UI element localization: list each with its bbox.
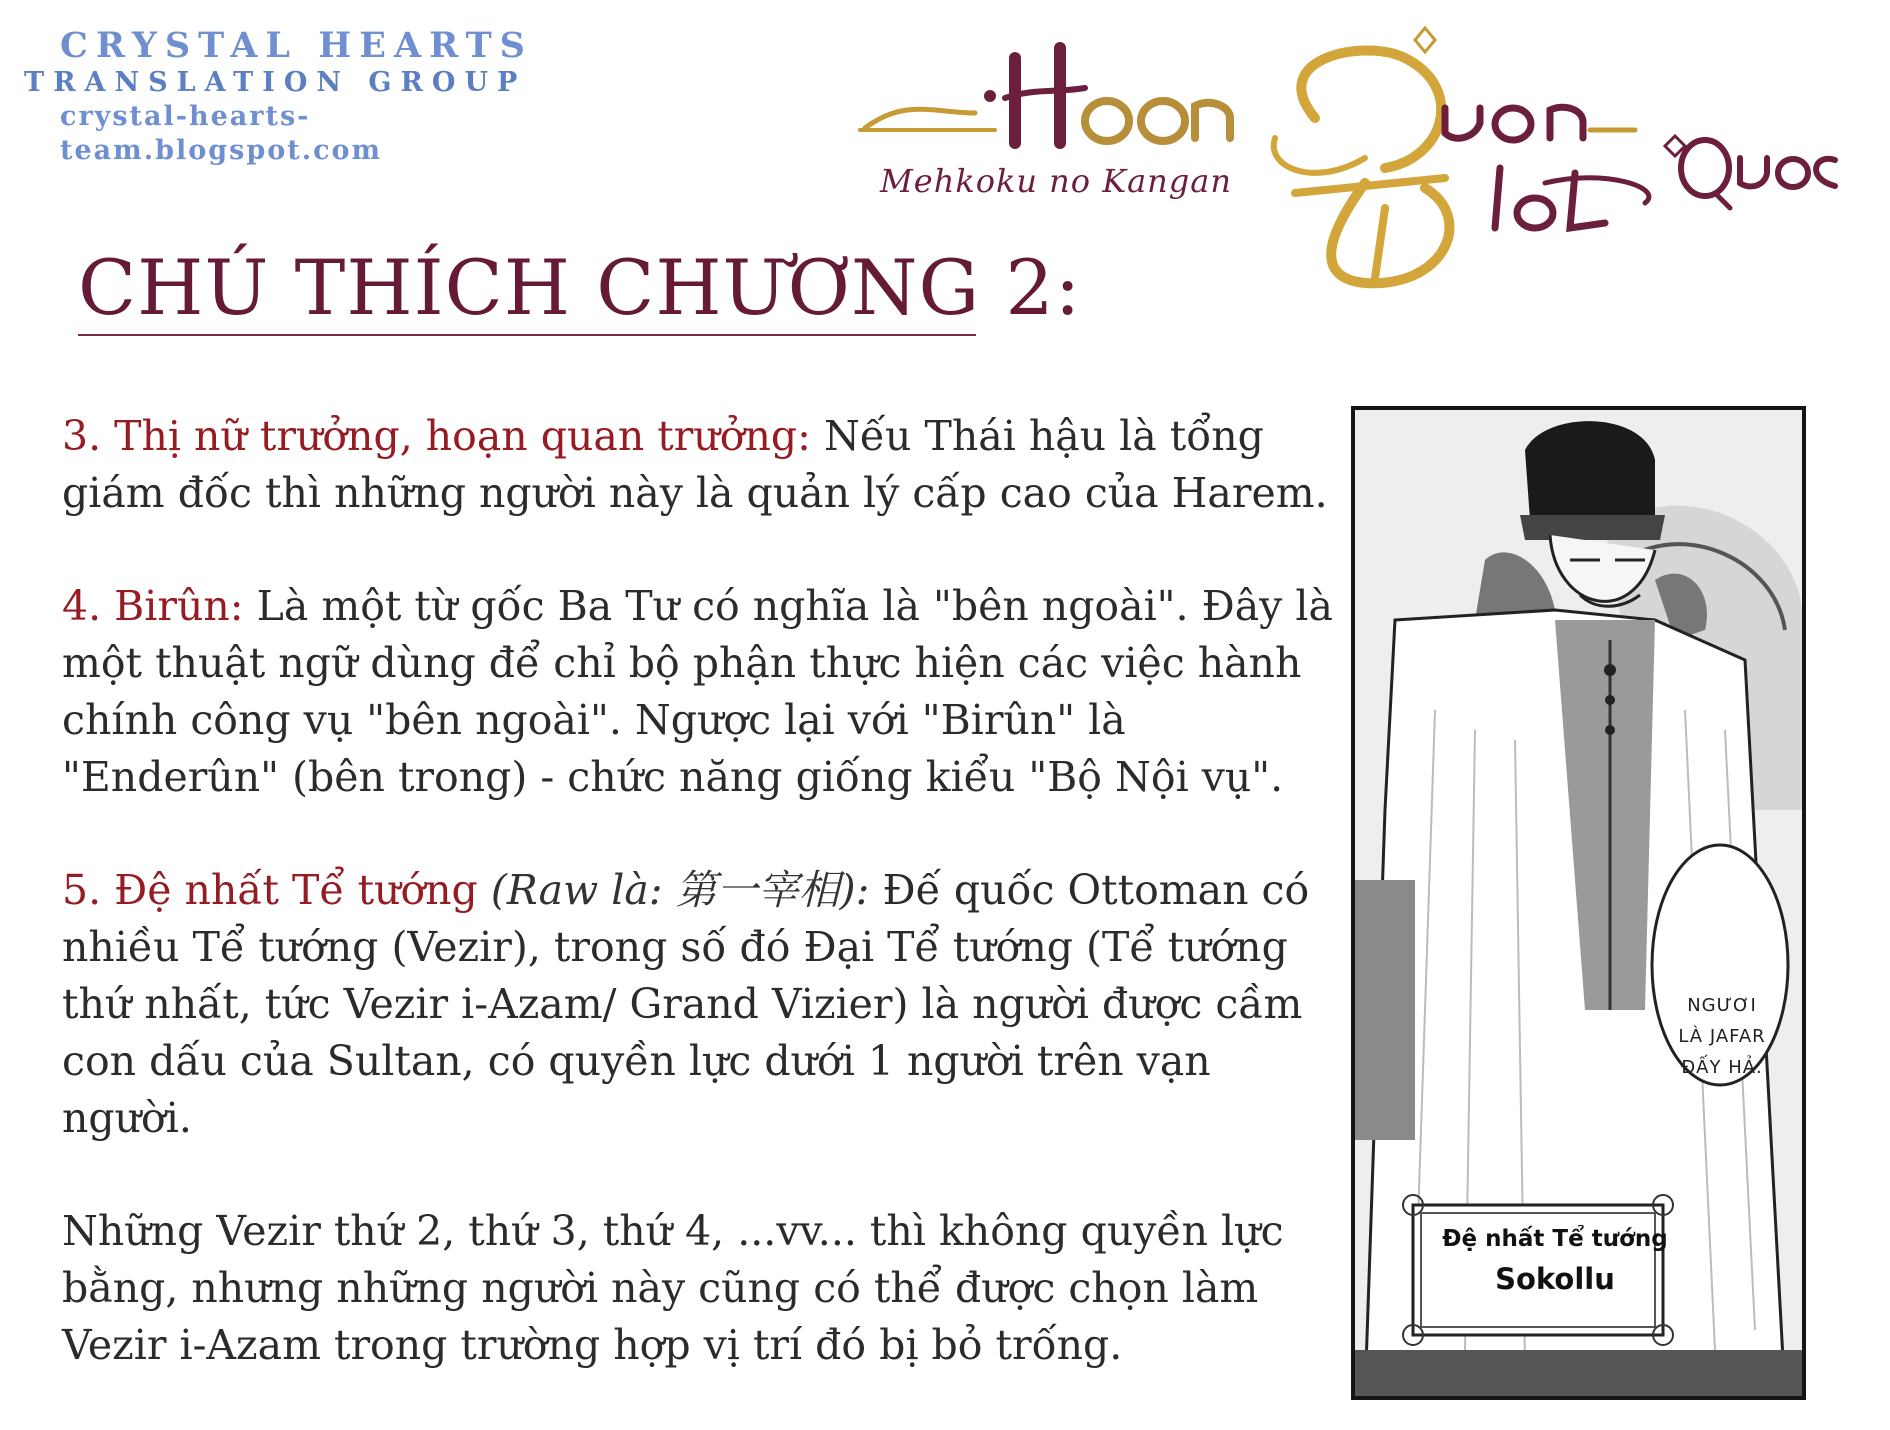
watermark-url: crystal-hearts-team.blogspot.com — [60, 101, 383, 166]
note-body: Đế quốc Ottoman có nhiều Tể tướng (Vezir), trong số đó Đại Tể tướng (Tể tướng thứ nhất, tức Vezir i-Azam/ Grand Vizier) là người được cầm con dấu của Sultan, có quyền lực dưới 1 người trên vạn người. — [62, 866, 1310, 1142]
speech-bubble-text — [1660, 990, 1784, 1083]
chapter-notes — [62, 408, 1342, 1430]
bubble-line: ĐẤY HẢ. — [1681, 1057, 1763, 1078]
note-5 — [62, 862, 1342, 1147]
watermark-group-name: CRYSTAL HEARTS — [60, 25, 533, 66]
logo-subtitle: Mehkoku no Kangan — [880, 162, 1232, 200]
note-term: 3. Thị nữ trưởng, hoạn quan trưởng: — [62, 412, 811, 460]
note-5-continued — [62, 1203, 1342, 1374]
note-body: Là một từ gốc Ba Tư có nghĩa là "bên ngoài". Đây là một thuật ngữ dùng để chỉ bộ phận thực hiện các việc hành chính công vụ "bên ngoài". Ngược lại với "Birûn" là "Enderûn" (bên trong) - chức năng giống kiểu "Bộ Nội vụ". — [62, 582, 1333, 801]
title-underline — [78, 334, 976, 336]
note-3 — [62, 408, 1342, 522]
note-body: Nếu Thái hậu là tổng giám đốc thì những người này là quản lý cấp cao của Harem. — [62, 412, 1328, 517]
note-raw: (Raw là: 第一宰相): — [477, 866, 870, 914]
bubble-line: NGƯƠI — [1687, 995, 1757, 1016]
bubble-line: LÀ JAFAR — [1678, 1026, 1766, 1047]
note-term: 4. Birûn: — [62, 582, 244, 630]
group-watermark — [24, 26, 584, 168]
page-title: CHÚ THÍCH CHƯƠNG 2: — [78, 243, 1082, 332]
caption-name: Sokollu — [1495, 1262, 1615, 1296]
note-term: 5. Đệ nhất Tể tướng — [62, 866, 478, 914]
caption-title: Đệ nhất Tể tướng — [1442, 1226, 1668, 1252]
note-4 — [62, 578, 1342, 806]
note-body: Những Vezir thứ 2, thứ 3, thứ 4, ...vv... thì không quyền lực bằng, nhưng những người này cũng có thể được chọn làm Vezir i-Azam trong trường hợp vị trí đó bị bỏ trống. — [62, 1207, 1284, 1369]
watermark-group-type: TRANSLATION GROUP — [24, 67, 527, 98]
